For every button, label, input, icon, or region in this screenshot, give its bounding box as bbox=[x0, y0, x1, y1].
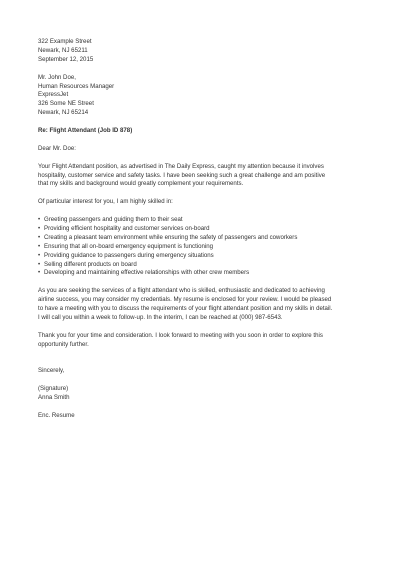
recipient-address bbox=[38, 74, 378, 119]
skill-item: • Selling different products on board bbox=[38, 261, 378, 270]
skill-item: • Providing guidance to passengers during emergency situations bbox=[38, 252, 378, 261]
skill-item: • Ensuring that all on-board emergency equipment is functioning bbox=[38, 243, 378, 252]
signature: (Signature) bbox=[38, 385, 69, 393]
closing-paragraph bbox=[38, 332, 378, 350]
paragraph-line: that my skills and background would greatly complement your requirements. bbox=[38, 180, 244, 188]
sender-street: 322 Example Street bbox=[38, 38, 92, 45]
skill-item: • Creating a pleasant team environment while ensuring the safety of passengers and coworkers bbox=[38, 234, 378, 243]
recipient-title: Human Resources Manager bbox=[38, 82, 115, 90]
skill-item: • Providing efficient hospitality and customer services on-board bbox=[38, 225, 378, 234]
letter-page bbox=[38, 38, 378, 421]
paragraph-line: Your Flight Attendant position, as advertised in The Daily Express, caught my attention because it involves bbox=[38, 162, 324, 170]
sender-city: Newark, NJ 65211 bbox=[38, 46, 88, 54]
closing: Sincerely, bbox=[38, 367, 65, 375]
letter-date: September 12, 2015 bbox=[38, 55, 94, 63]
subject-line: Re: Flight Attendant (Job ID 878) bbox=[38, 127, 133, 135]
sender-address bbox=[38, 38, 378, 65]
skills-list bbox=[38, 216, 378, 278]
salutation: Dear Mr. Doe: bbox=[38, 144, 76, 152]
paragraph-line: Thank you for your time and consideration. I look forward to meeting with you soon in order to explore this bbox=[38, 331, 323, 339]
recipient-name: Mr. John Doe, bbox=[38, 73, 76, 81]
skills-intro: Of particular interest for you, I am highly skilled in: bbox=[38, 198, 173, 206]
signer-name: Anna Smith bbox=[38, 394, 70, 402]
enclosure-note: Enc. Resume bbox=[38, 411, 75, 419]
paragraph-line: opportunity further. bbox=[38, 340, 89, 348]
paragraph-line: to have a meeting with you to discuss the requirements of your flight attendant position and my skills in detail. bbox=[38, 305, 333, 313]
paragraph-line: airline success, you may consider my credentials. My resume is enclosed for your review. I would be pleased bbox=[38, 296, 332, 304]
credentials-paragraph bbox=[38, 287, 378, 323]
paragraph-line: I will call you within a week to follow-up. In the interim, I can be reached at (000) 987-6543. bbox=[38, 313, 283, 321]
paragraph-line: hospitality, customer service and safety tasks. I have been seeking such a great challenge and am positive bbox=[38, 171, 326, 179]
recipient-street: 326 Some NE Street bbox=[38, 100, 94, 108]
paragraph-line: As you are seeking the services of a flight attendant who is skilled, enthusiastic and dedicated to achieving bbox=[38, 287, 325, 295]
signature-block bbox=[38, 385, 378, 403]
intro-paragraph bbox=[38, 163, 378, 190]
recipient-company: ExpressJet bbox=[38, 91, 69, 99]
skill-item: • Developing and maintaining effective relationships with other crew members bbox=[38, 269, 378, 278]
recipient-city: Newark, NJ 65214 bbox=[38, 109, 89, 117]
skill-item: • Greeting passengers and guiding them to their seat bbox=[38, 216, 378, 225]
